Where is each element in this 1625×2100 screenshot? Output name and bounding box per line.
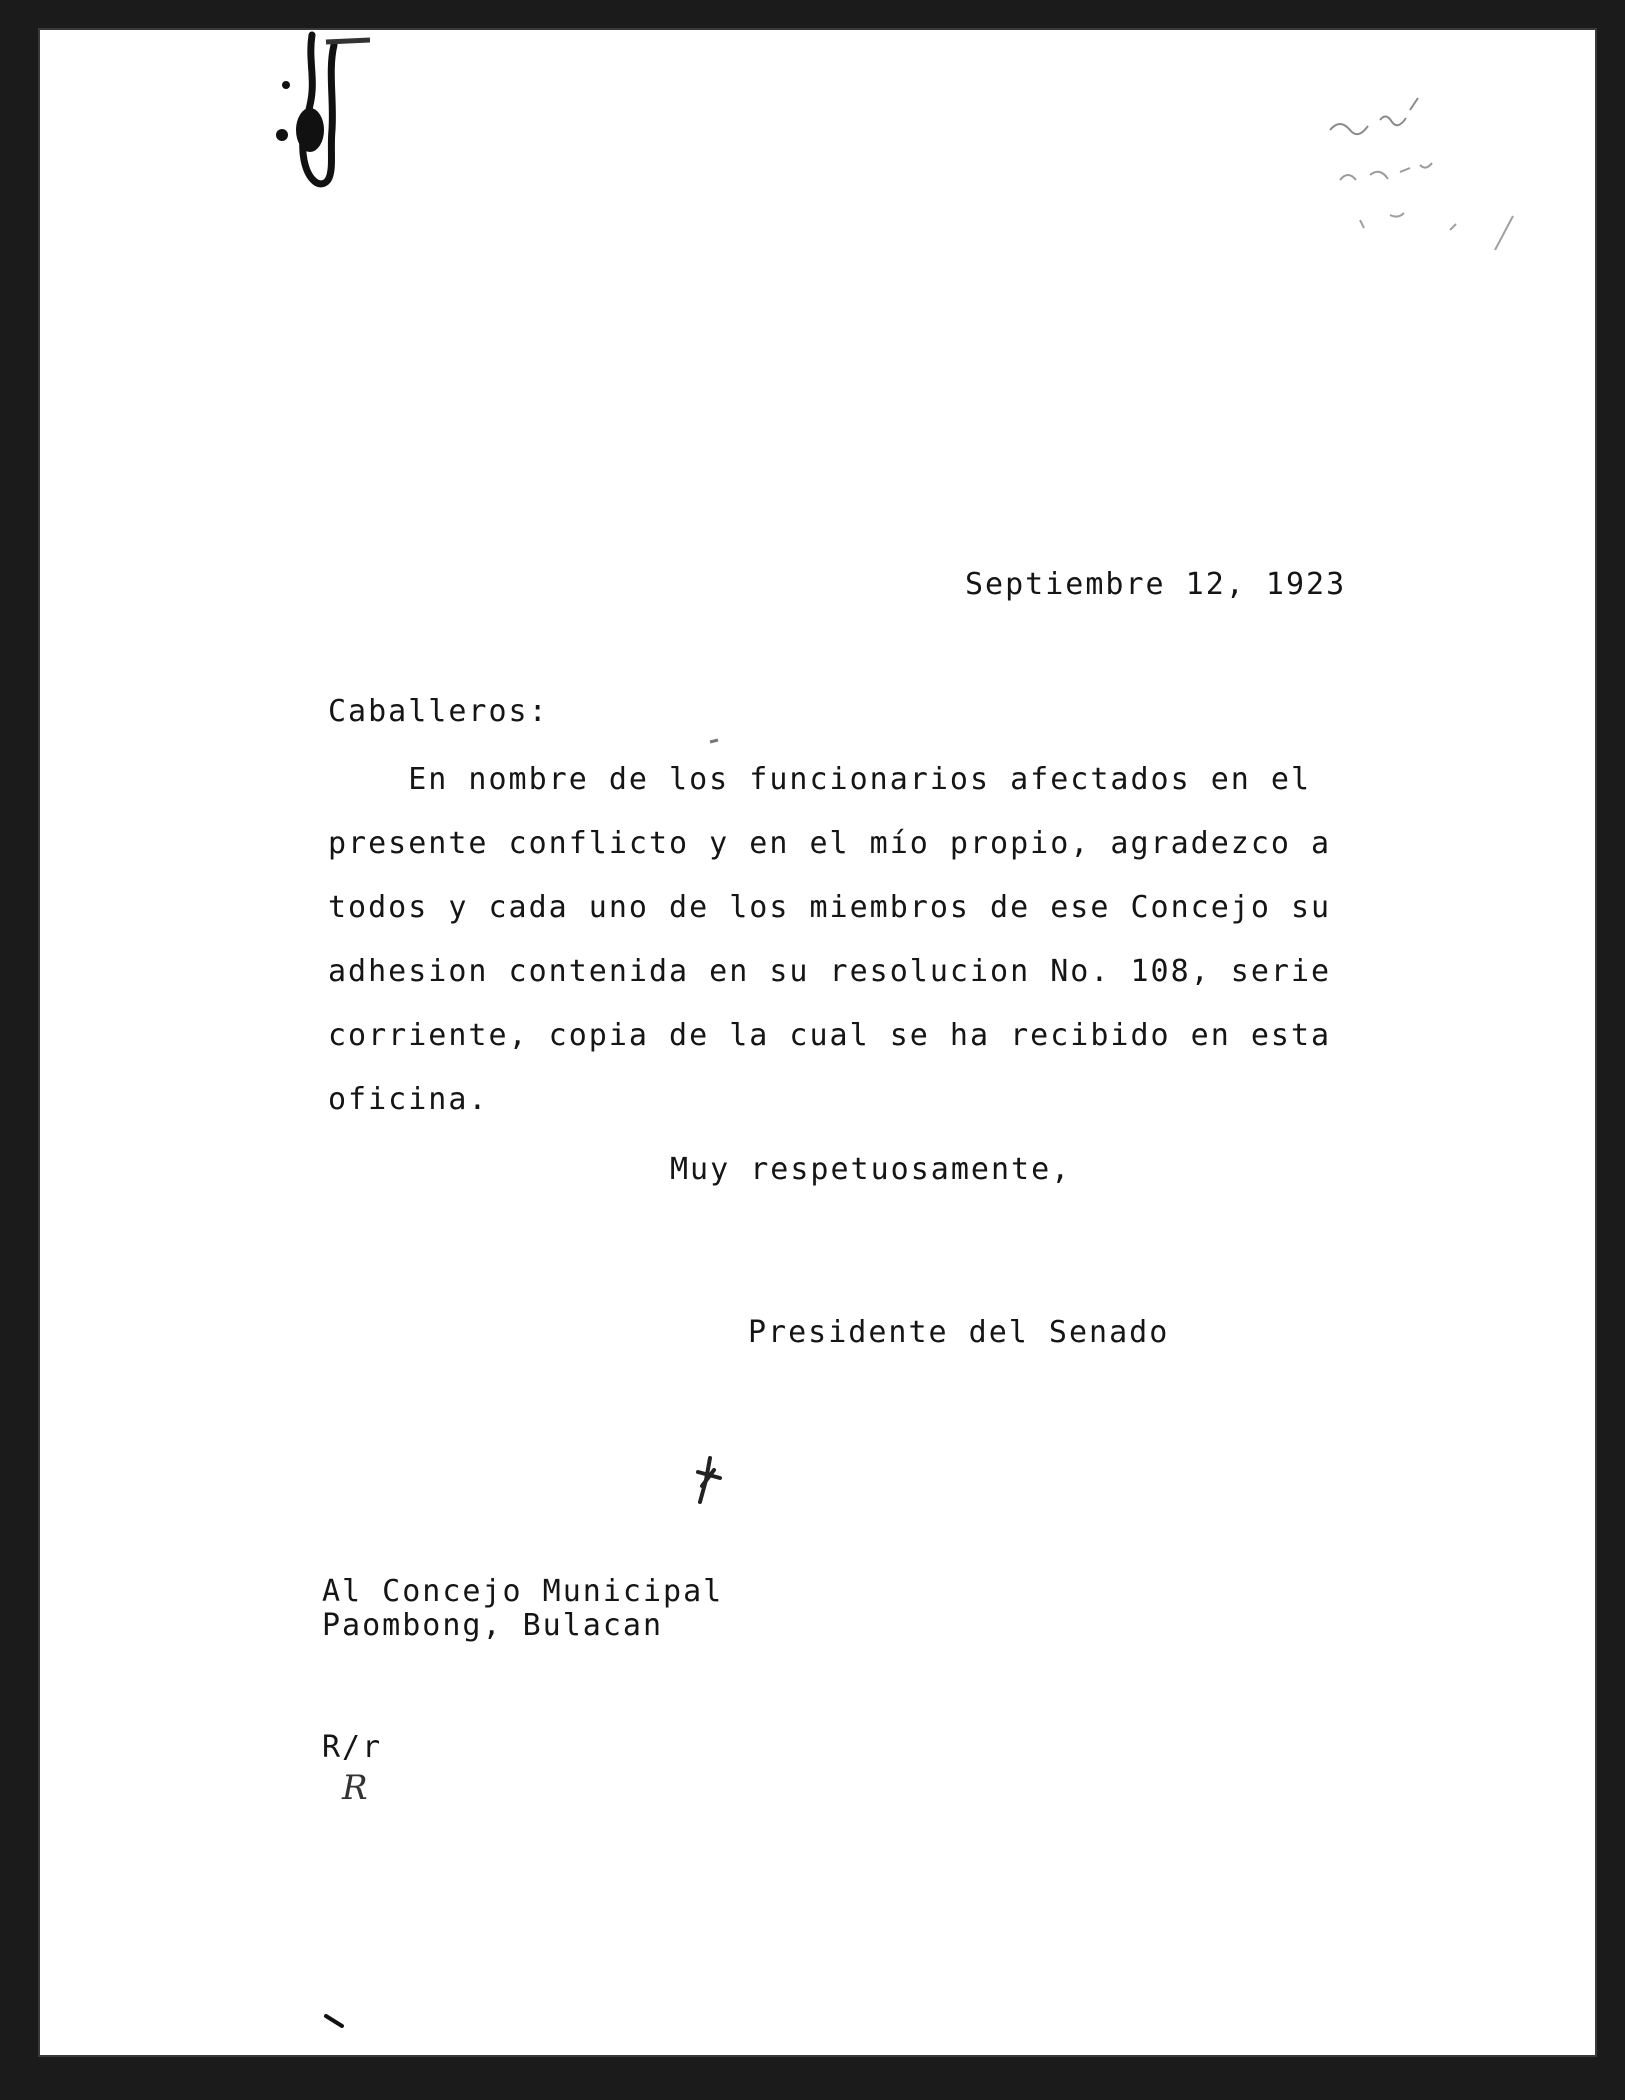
letter-date: Septiembre 12, 1923 — [965, 567, 1347, 602]
recipient-address-line: Al Concejo Municipal — [322, 1574, 724, 1609]
salutation: Caballeros: — [328, 694, 549, 729]
body-line: En nombre de los funcionarios afectados en el — [328, 762, 1312, 797]
signature-title: Presidente del Senado — [748, 1315, 1170, 1350]
complimentary-closing: Muy respetuosamente, — [670, 1152, 1072, 1187]
recipient-address-line: Paombong, Bulacan — [322, 1608, 664, 1643]
body-line: adhesion contenida en su resolucion No. 108, serie — [328, 954, 1332, 989]
pencil-notation-mark — [1300, 80, 1550, 270]
body-line: presente conflicto y en el mío propio, agradezco a — [328, 826, 1332, 861]
body-line: corriente, copia de la cual se ha recibido en esta — [328, 1018, 1332, 1053]
body-line: todos y cada uno de los miembros de ese Concejo su — [328, 890, 1332, 925]
paper-clip-mark — [230, 30, 370, 210]
reference-initials: R/r — [322, 1730, 383, 1765]
body-line: oficina. — [328, 1082, 489, 1117]
handwritten-initial: R — [342, 1768, 368, 1808]
ink-mark — [680, 1450, 740, 1520]
ink-speck — [320, 2010, 360, 2040]
